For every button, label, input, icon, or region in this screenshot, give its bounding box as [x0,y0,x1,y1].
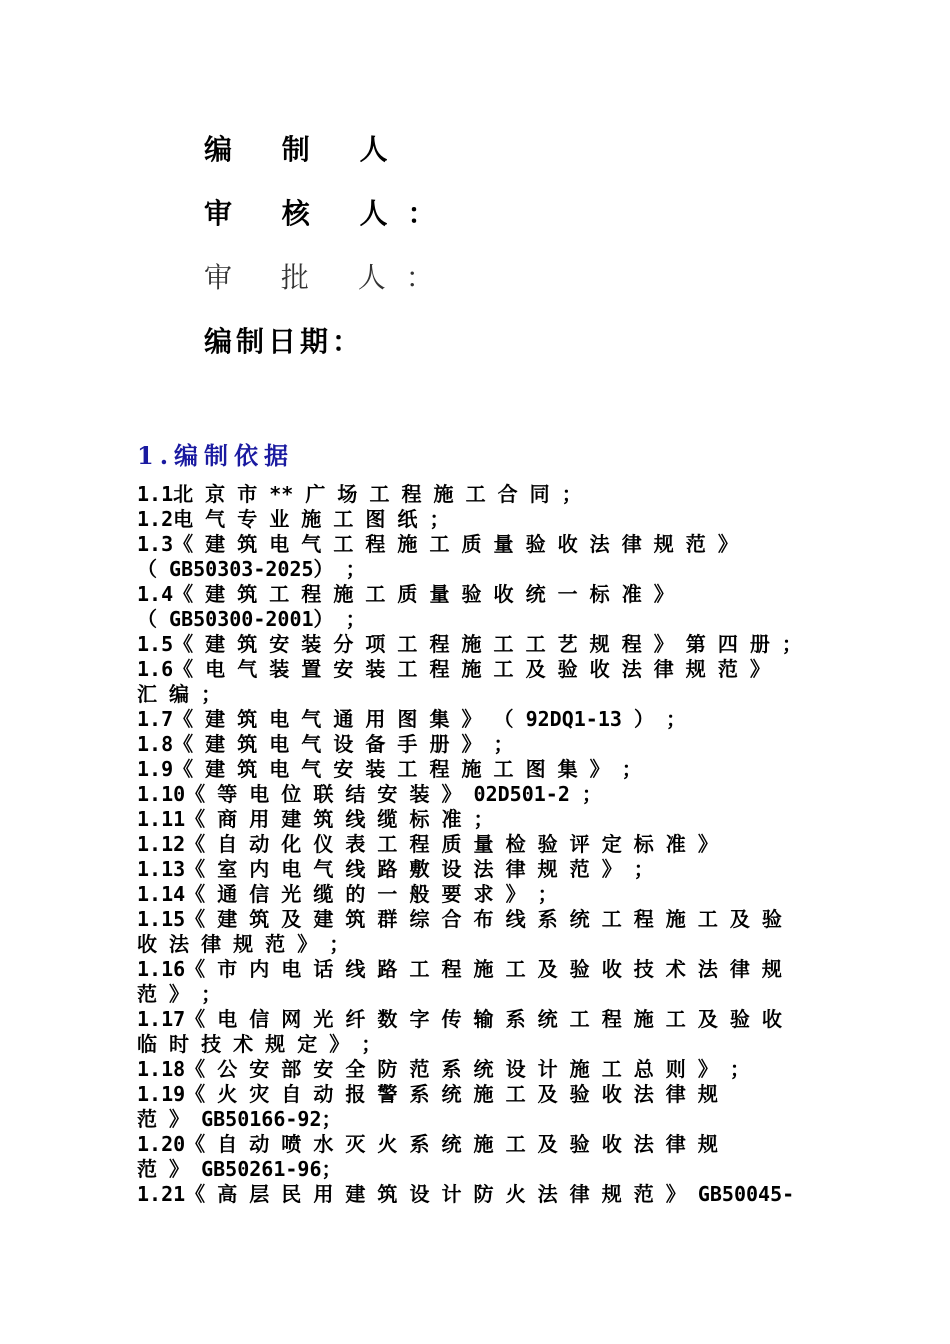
reference-line: 1.19《 火 灾 自 动 报 警 系 统 施 工 及 验 收 法 律 规 [137,1082,718,1106]
reference-line: 范 》 GB50166-92； [137,1107,342,1131]
reference-line: 1.15《 建 筑 及 建 筑 群 综 合 布 线 系 统 工 程 施 工 及 验 [137,907,782,931]
reference-line: 收 法 律 规 范 》 ； [137,932,350,956]
reference-line: 1.3《 建 筑 电 气 工 程 施 工 质 量 验 收 法 律 规 范 》 [137,532,738,556]
reference-line: 1.1北 京 市 ** 广 场 工 程 施 工 合 同 ； [137,482,582,506]
reference-line: 1.4《 建 筑 工 程 施 工 质 量 验 收 统 一 标 准 》 [137,582,674,606]
reference-line: 范 》 GB50261-96； [137,1157,342,1181]
reference-line: 1.21《 高 层 民 用 建 筑 设 计 防 火 法 律 规 范 》 GB50045- [137,1182,795,1206]
signature-block [204,128,456,384]
approver-label: 审 批 人： [204,261,454,294]
reference-line: 临 时 技 术 规 定 》 ； [137,1032,382,1056]
reference-line: 1.6《 电 气 装 置 安 装 工 程 施 工 及 验 收 法 律 规 范 》 [137,657,770,681]
reference-line: 1.12《 自 动 化 仪 表 工 程 质 量 检 验 评 定 标 准 》 [137,832,718,856]
reference-line: 1.7《 建 筑 电 气 通 用 图 集 》 （ 92DQ1-13 ） ； [137,707,686,731]
reference-line: 1.11《 商 用 建 筑 线 缆 标 准 ； [137,807,494,831]
section-title: 1.编制依据 [137,441,295,470]
reference-line: 1.16《 市 内 电 话 线 路 工 程 施 工 及 验 收 技 术 法 律 规 [137,957,782,981]
reference-line: 1.14《 通 信 光 缆 的 一 般 要 求 》 ； [137,882,558,906]
reference-line: （ GB50300-2001） ； [137,607,366,631]
reviewer-label: 审 核 人： [204,197,456,230]
reference-line: 1.17《 电 信 网 光 纤 数 字 传 输 系 统 工 程 施 工 及 验 收 [137,1007,782,1031]
reference-line: 1.10《 等 电 位 联 结 安 装 》 02D501-2 ； [137,782,602,806]
reference-list [137,482,827,1207]
reference-line: （ GB50303-2025） ； [137,557,366,581]
reference-line: 1.9《 建 筑 电 气 安 装 工 程 施 工 图 集 》 ； [137,757,642,781]
reference-line: 1.13《 室 内 电 气 线 路 敷 设 法 律 规 范 》 ； [137,857,654,881]
reference-line: 1.2电 气 专 业 施 工 图 纸 ； [137,507,450,531]
compile-date-label: 编制日期： [204,325,365,358]
reference-line: 汇 编 ； [137,682,222,706]
compiler-label: 编 制 人 [204,133,408,166]
reference-line: 范 》 ； [137,982,222,1006]
reference-line: 1.5《 建 筑 安 装 分 项 工 程 施 工 工 艺 规 程 》 第 四 册 ； [137,632,802,656]
reference-line: 1.18《 公 安 部 安 全 防 范 系 统 设 计 施 工 总 则 》 ； [137,1057,750,1081]
reference-line: 1.20《 自 动 喷 水 灭 火 系 统 施 工 及 验 收 法 律 规 [137,1132,718,1156]
reference-line: 1.8《 建 筑 电 气 设 备 手 册 》 ； [137,732,514,756]
